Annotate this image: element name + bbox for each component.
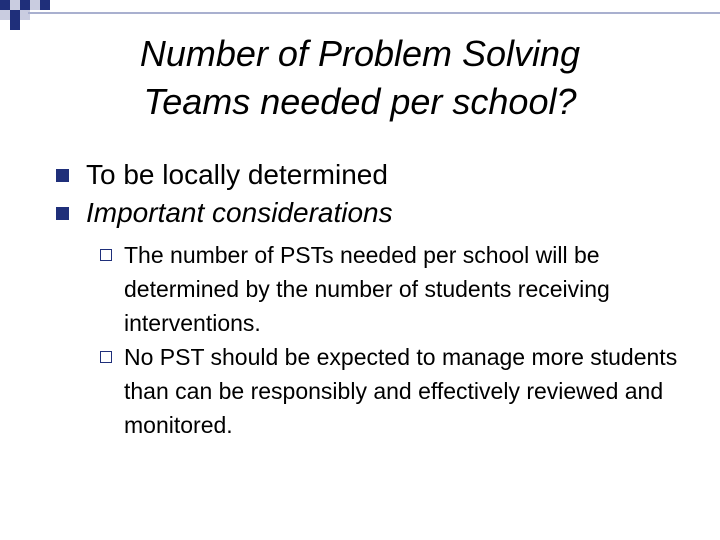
square-bullet-icon <box>56 207 69 220</box>
hollow-square-bullet-icon <box>100 351 112 363</box>
bullet-item <box>58 194 678 232</box>
bullet-item <box>58 156 678 194</box>
sub-bullet-item <box>100 238 678 340</box>
bullet-list <box>58 156 678 442</box>
title-line-2: Teams needed per school? <box>143 81 577 122</box>
title-line-1: Number of Problem Solving <box>139 33 581 74</box>
sub-bullet-item <box>100 340 678 442</box>
sub-bullet-list <box>58 238 678 442</box>
bullet-text: To be locally determined <box>86 159 388 190</box>
hollow-square-bullet-icon <box>100 249 112 261</box>
slide-title <box>40 30 680 126</box>
square-bullet-icon <box>56 169 69 182</box>
bullet-text: Important considerations <box>86 197 393 228</box>
sub-bullet-text: No PST should be expected to manage more students than can be responsibly and effectively reviewed and monitored. <box>124 344 678 438</box>
sub-bullet-text: The number of PSTs needed per school will be determined by the number of students receiving interventions. <box>124 242 610 336</box>
top-divider <box>28 12 720 14</box>
